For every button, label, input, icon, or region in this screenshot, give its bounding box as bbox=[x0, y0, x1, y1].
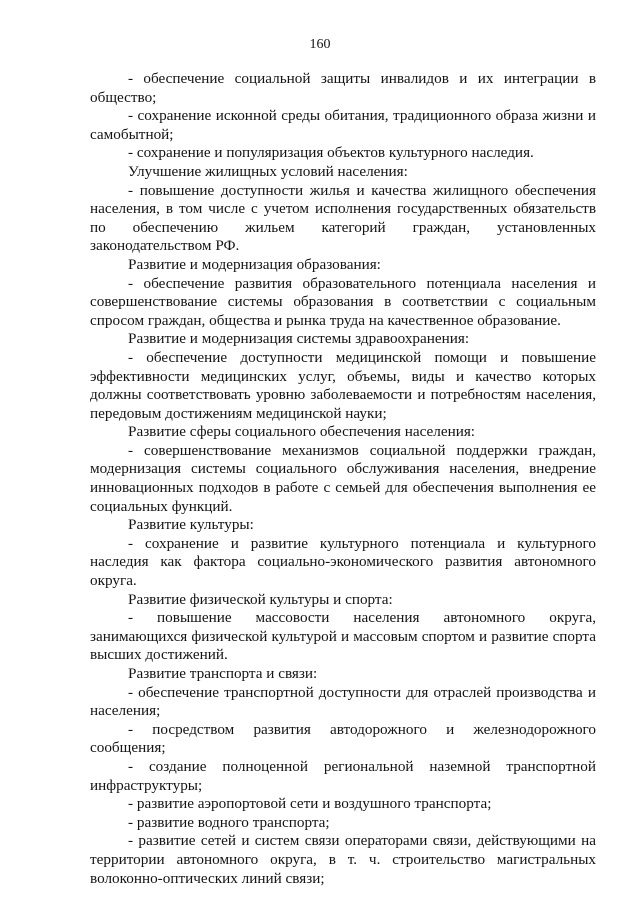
paragraph: - повышение массовости населения автономного округа, занимающихся физической культурой и массовым спортом и развитие спорта высших достижений. bbox=[90, 609, 596, 664]
paragraph: - развитие сетей и систем связи операторами связи, действующими на территории автономного округа, в т. ч. строительство магистральных волоконно-оптических линий связи; bbox=[90, 832, 596, 887]
paragraph: - сохранение и развитие культурного потенциала и культурного наследия как фактора социально-экономического развития автономного округа. bbox=[90, 534, 596, 590]
section-heading: Улучшение жилищных условий населения: bbox=[128, 162, 408, 180]
paragraph: - обеспечение транспортной доступности для отраслей производства и населения; bbox=[90, 683, 596, 720]
paragraph: - развитие водного транспорта; bbox=[128, 813, 330, 831]
document-body bbox=[90, 70, 596, 888]
paragraph: - развитие аэропортовой сети и воздушного транспорта; bbox=[128, 795, 492, 813]
section-heading: Развитие физической культуры и спорта: bbox=[128, 590, 393, 608]
paragraph: - создание полноценной региональной наземной транспортной инфраструктуры; bbox=[90, 757, 596, 794]
paragraph: - сохранение и популяризация объектов культурного наследия. bbox=[128, 144, 534, 162]
section-heading: Развитие культуры: bbox=[128, 516, 254, 534]
section-heading: Развитие сферы социального обеспечения населения: bbox=[128, 423, 476, 441]
section-heading: Развитие и модернизация образования: bbox=[128, 255, 381, 273]
paragraph: - обеспечение доступности медицинской помощи и повышение эффективности медицинских услуг, объемы, виды и качество которых должны соответствовать уровню заболеваемости и потребностям населения, передовым достижениям медицинской науки; bbox=[90, 348, 596, 422]
paragraph: - обеспечение социальной защиты инвалидов и их интеграции в общество; bbox=[90, 70, 596, 106]
paragraph: - посредством развития автодорожного и железнодорожного сообщения; bbox=[90, 720, 596, 757]
paragraph: - обеспечение развития образовательного потенциала населения и совершенствование системы образования в соответствии с социальным спросом граждан, общества и рынка труда на качественное образование. bbox=[90, 274, 596, 329]
section-heading: Развитие и модернизация системы здравоохранения: bbox=[128, 330, 470, 348]
paragraph: - совершенствование механизмов социальной поддержки граждан, модернизация системы социального обслуживания населения, внедрение инновационных подходов в работе с семьей для обеспечения выполнения ее социальных функций. bbox=[90, 441, 596, 515]
paragraph: - сохранение исконной среды обитания, традиционного образа жизни и самобытной; bbox=[90, 107, 596, 143]
section-heading: Развитие транспорта и связи: bbox=[128, 665, 318, 682]
page-number: 160 bbox=[309, 37, 331, 52]
paragraph: - повышение доступности жилья и качества жилищного обеспечения населения, в том числе с учетом исполнения государственных обязательств по обеспечению жильем категорий граждан, установленных законодательством РФ. bbox=[90, 181, 596, 255]
